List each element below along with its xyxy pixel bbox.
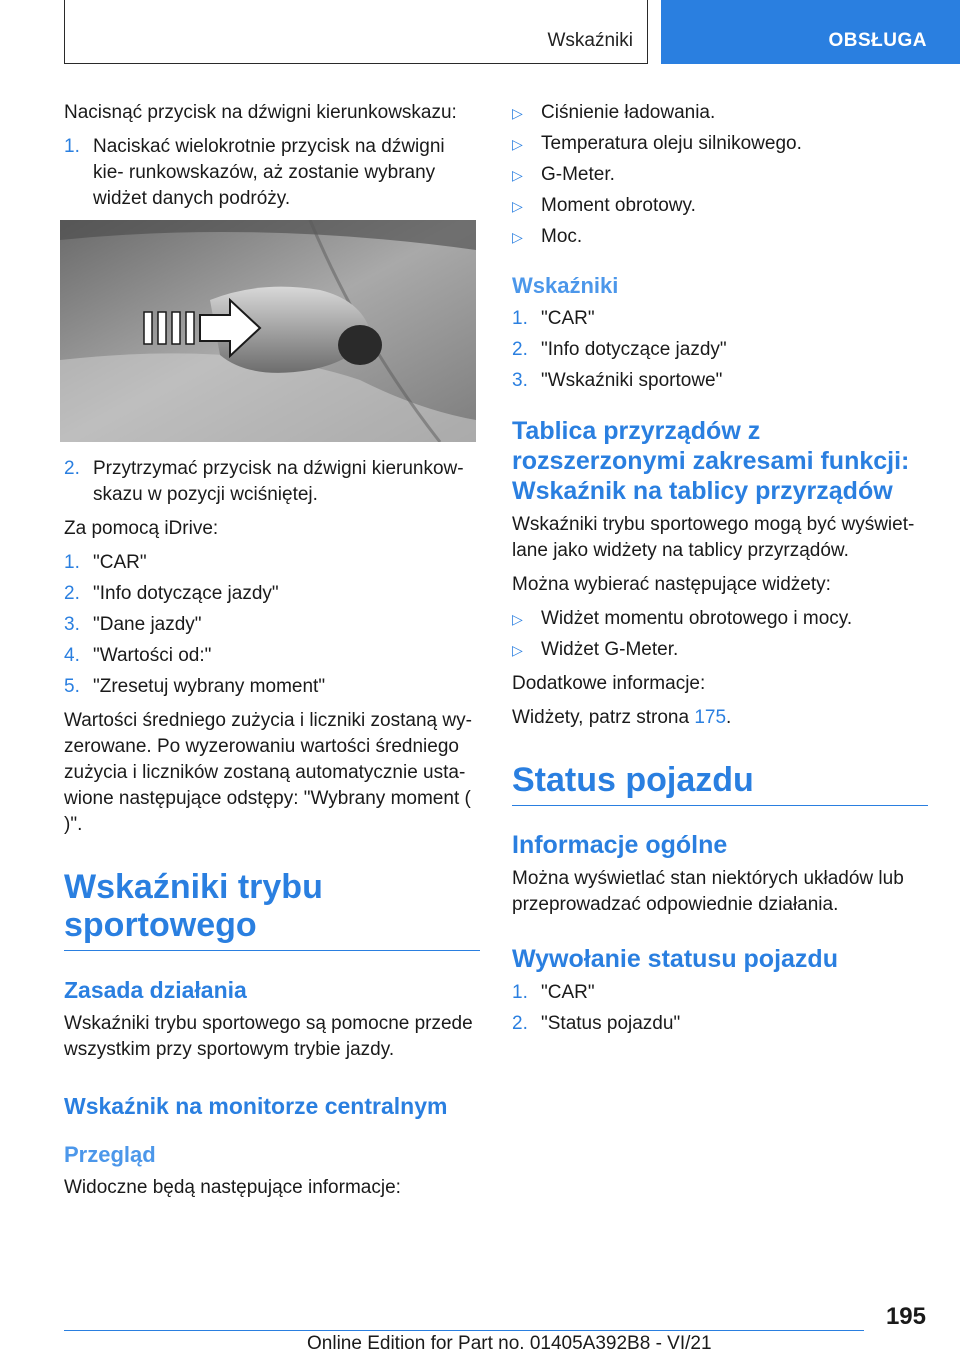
triangle-bullet-icon: ▷ xyxy=(512,198,523,214)
list-item: 3. "Dane jazdy" xyxy=(64,614,202,635)
call-steps-list xyxy=(512,980,928,1037)
list-item: 1. Naciskać wielokrotnie przycisk na dźwigni kie- runkowskazów, aż zostanie wybrany widżet danych podróży. xyxy=(64,136,445,209)
list-item: 3. "Wskaźniki sportowe" xyxy=(512,370,723,391)
page-reference-link[interactable]: 175 xyxy=(694,707,727,728)
principle-text: Wskaźniki trybu sportowego są pomocne przede wszystkim przy sportowym trybie jazdy. xyxy=(64,1013,473,1060)
idrive-intro: Za pomocą iDrive: xyxy=(64,518,219,539)
subheading-principle: Zasada działania xyxy=(64,977,247,1003)
header-chapter-tab xyxy=(661,0,960,64)
reset-text: Wartości średniego zużycia i liczniki zostaną wy- zerowane. Po wyzerowaniu wartości średniego zużycia i liczników zostaną automatycznie usta- wione następujące odstępy: "Wybrany moment ( )". xyxy=(64,710,472,835)
list-item: ▷ Moc. xyxy=(512,224,928,250)
list-item: 2. "Status pojazdu" xyxy=(512,1013,681,1034)
general-text: Można wyświetlać stan niektórych układów lub przeprowadzać odpowiednie działania. xyxy=(512,868,904,915)
list-item: 1. "CAR" xyxy=(512,308,595,329)
header-chapter-label: OBSŁUGA xyxy=(828,30,927,51)
list-item: 2. "Info dotyczące jazdy" xyxy=(64,583,279,604)
overview-text: Widoczne będą następujące informacje: xyxy=(64,1177,401,1198)
subheading-call-status: Wywołanie statusu pojazdu xyxy=(512,945,838,973)
list-item: ▷ Widżet momentu obrotowego i mocy. xyxy=(512,606,928,632)
triangle-bullet-icon: ▷ xyxy=(512,136,523,152)
subheading-indicators: Wskaźniki xyxy=(512,273,619,298)
subheading-instrument-cluster: Tablica przyrządów z rozszerzonymi zakresami funkcji: Wskaźnik na tablicy przyrządów xyxy=(512,417,910,505)
list-item: ▷ G-Meter. xyxy=(512,162,928,188)
info-items-list xyxy=(512,100,928,250)
step-number: 1. xyxy=(64,136,80,157)
triangle-bullet-icon: ▷ xyxy=(512,642,523,658)
button-steps-list-1 xyxy=(64,134,480,212)
subheading-general: Informacje ogólne xyxy=(512,831,728,859)
turn-signal-lever-image xyxy=(60,220,476,442)
widgets-reference: Widżety, patrz strona 175. xyxy=(512,707,732,728)
list-item: ▷ Temperatura oleju silnikowego. xyxy=(512,131,928,157)
idrive-steps-list xyxy=(64,550,480,700)
list-item: 1. "CAR" xyxy=(512,982,595,1003)
list-item: ▷ Ciśnienie ładowania. xyxy=(512,100,928,126)
list-item: 2. "Info dotyczące jazdy" xyxy=(512,339,727,360)
intro-text: Nacisnąć przycisk na dźwigni kierunkowskazu: xyxy=(64,102,457,123)
button-steps-list-2 xyxy=(64,456,480,508)
triangle-bullet-icon: ▷ xyxy=(512,105,523,121)
list-item: 5. "Zresetuj wybrany moment" xyxy=(64,676,326,697)
section-heading-sport: Wskaźniki trybu sportowego xyxy=(64,868,480,951)
footer-edition: Online Edition for Part no. 01405A392B8 - VI/21 xyxy=(307,1333,712,1354)
additional-info-label: Dodatkowe informacje: xyxy=(512,673,706,694)
step-number: 2. xyxy=(64,458,80,479)
header-section-title: Wskaźniki xyxy=(547,30,633,51)
list-item: 1. "CAR" xyxy=(64,552,147,573)
triangle-bullet-icon: ▷ xyxy=(512,167,523,183)
list-item: 2. Przytrzymać przycisk na dźwigni kierunkow- skazu w pozycji wciśniętej. xyxy=(64,458,464,505)
subheading-central-monitor: Wskaźnik na monitorze centralnym xyxy=(64,1093,448,1119)
right-column xyxy=(512,100,928,1045)
section-heading-status: Status pojazdu xyxy=(512,761,928,806)
footer-divider xyxy=(64,1330,864,1331)
widgets-intro: Można wybierać następujące widżety: xyxy=(512,574,831,595)
list-item: ▷ Widżet G-Meter. xyxy=(512,637,928,663)
indicator-steps-list xyxy=(512,306,928,394)
list-item: 4. "Wartości od:" xyxy=(64,645,212,666)
list-item: ▷ Moment obrotowy. xyxy=(512,193,928,219)
triangle-bullet-icon: ▷ xyxy=(512,611,523,627)
page-number: 195 xyxy=(885,1303,926,1330)
left-column xyxy=(64,100,480,1209)
header-section-box xyxy=(64,0,648,64)
turn-signal-lever-illustration xyxy=(60,220,476,442)
triangle-bullet-icon: ▷ xyxy=(512,229,523,245)
widgets-list xyxy=(512,606,928,663)
subheading-overview: Przegląd xyxy=(64,1142,156,1167)
cluster-text: Wskaźniki trybu sportowego mogą być wyświet- lane jako widżety na tablicy przyrządów. xyxy=(512,514,915,561)
